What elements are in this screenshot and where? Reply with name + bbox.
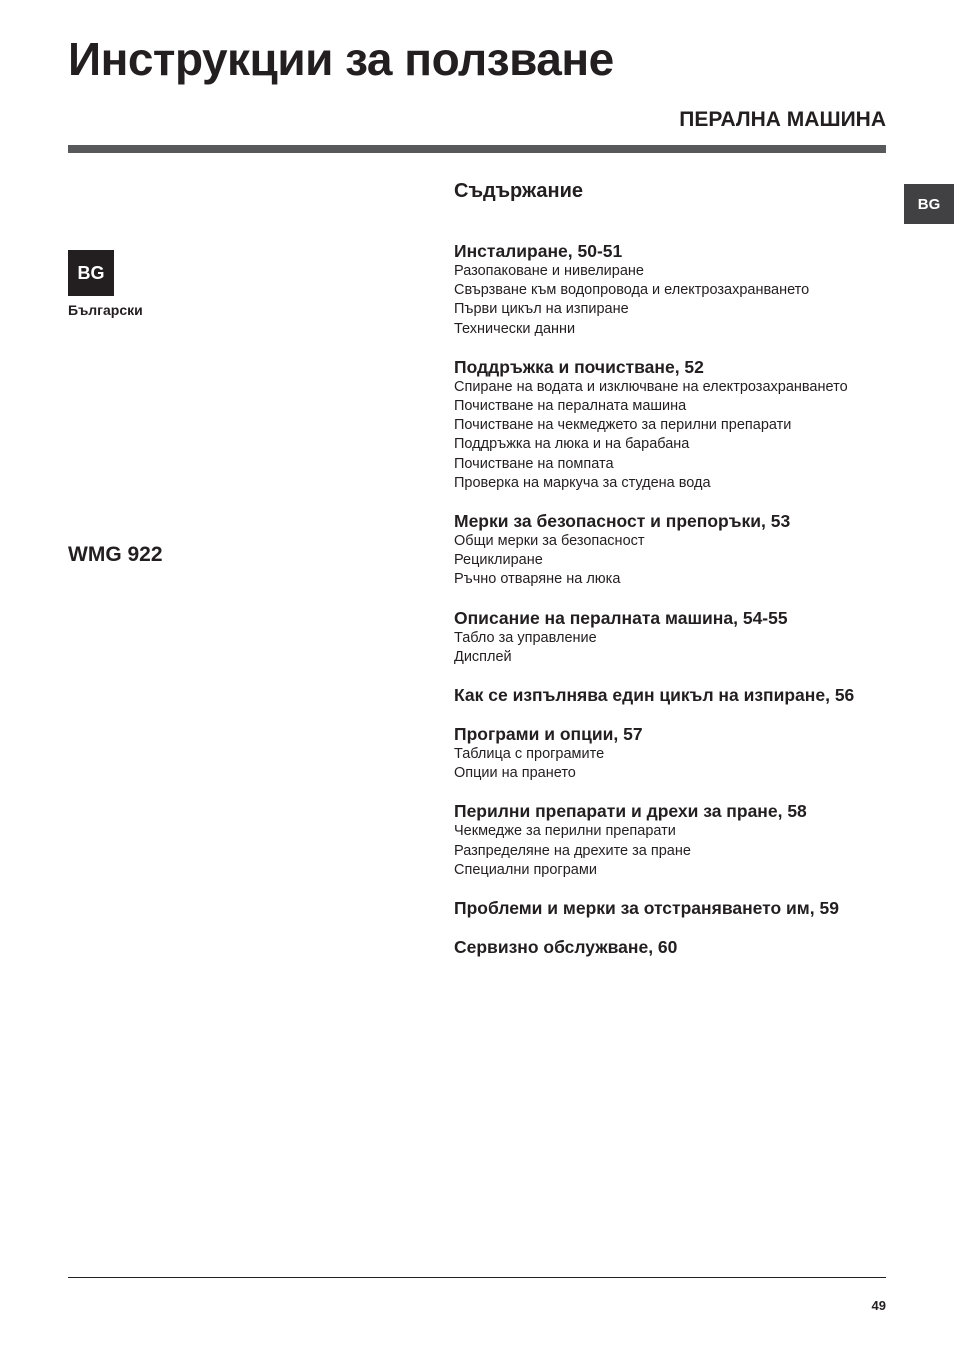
toc-item: Опции на прането: [454, 765, 576, 782]
toc-item: Проверка на маркуча за студена вода: [454, 474, 711, 491]
model-name: WMG 922: [68, 543, 163, 566]
toc-section-title: Описание на пералната машина, 54-55: [454, 607, 788, 628]
toc-item: Свързване към водопровода и електрозахранването: [454, 282, 810, 299]
toc-item: Специални програми: [454, 861, 597, 878]
toc-section-title: Проблеми и мерки за отстраняването им, 59: [454, 898, 839, 919]
toc-section-title: Сервизно обслужване, 60: [454, 937, 678, 958]
footer-divider: [68, 1277, 886, 1278]
toc-item: Почистване на помпата: [454, 455, 614, 472]
language-label: Български: [68, 302, 143, 318]
toc-item: Почистване на пералната машина: [454, 398, 687, 415]
header-divider: [68, 145, 886, 153]
toc-item: Почистване на чекмеджето за перилни препарати: [454, 417, 792, 434]
page-title: Инструкции за ползване: [68, 33, 614, 85]
toc-item: Първи цикъл на изпиране: [454, 301, 629, 318]
toc-section: [454, 240, 884, 339]
table-of-contents: [454, 240, 884, 975]
toc-section: [454, 356, 884, 493]
toc-item: Ръчно отваряне на люка: [454, 571, 621, 588]
toc-item: Таблица с програмите: [454, 746, 605, 763]
toc-item: Разопаковане и нивелиране: [454, 263, 644, 279]
toc-item: Спиране на водата и изключване на електрозахранването: [454, 378, 848, 395]
toc-section: [454, 684, 884, 706]
toc-section-title: Инсталиране, 50-51: [454, 241, 623, 261]
toc-section: [454, 723, 884, 783]
toc-section: [454, 510, 884, 590]
toc-section-title: Програми и опции, 57: [454, 724, 643, 745]
language-badge: BG: [68, 250, 114, 296]
toc-item: Табло за управление: [454, 629, 597, 646]
toc-item: Чекмедже за перилни препарати: [454, 823, 676, 840]
toc-section: [454, 607, 884, 667]
toc-section-title: Перилни препарати и дрехи за пране, 58: [454, 801, 807, 822]
toc-section: [454, 936, 884, 958]
toc-section-title: Мерки за безопасност и препоръки, 53: [454, 511, 791, 532]
toc-item: Рециклиране: [454, 552, 543, 569]
toc-section-title: Поддръжка и почистване, 52: [454, 356, 704, 377]
toc-heading: Съдържание: [454, 180, 584, 202]
page-number: 49: [871, 1298, 886, 1313]
toc-item: Общи мерки за безопасност: [454, 533, 645, 550]
toc-section-title: Как се изпълнява един цикъл на изпиране, 56: [454, 685, 855, 706]
toc-section: [454, 800, 884, 880]
toc-section: [454, 897, 884, 919]
toc-item: Разпределяне на дрехите за пране: [454, 842, 691, 859]
toc-item: Технически данни: [454, 320, 576, 337]
toc-item: Дисплей: [454, 648, 512, 665]
language-side-tab: BG: [904, 184, 954, 224]
page-subtitle: ПЕРАЛНА МАШИНА: [679, 108, 886, 131]
toc-item: Поддръжка на люка и на барабана: [454, 436, 690, 453]
